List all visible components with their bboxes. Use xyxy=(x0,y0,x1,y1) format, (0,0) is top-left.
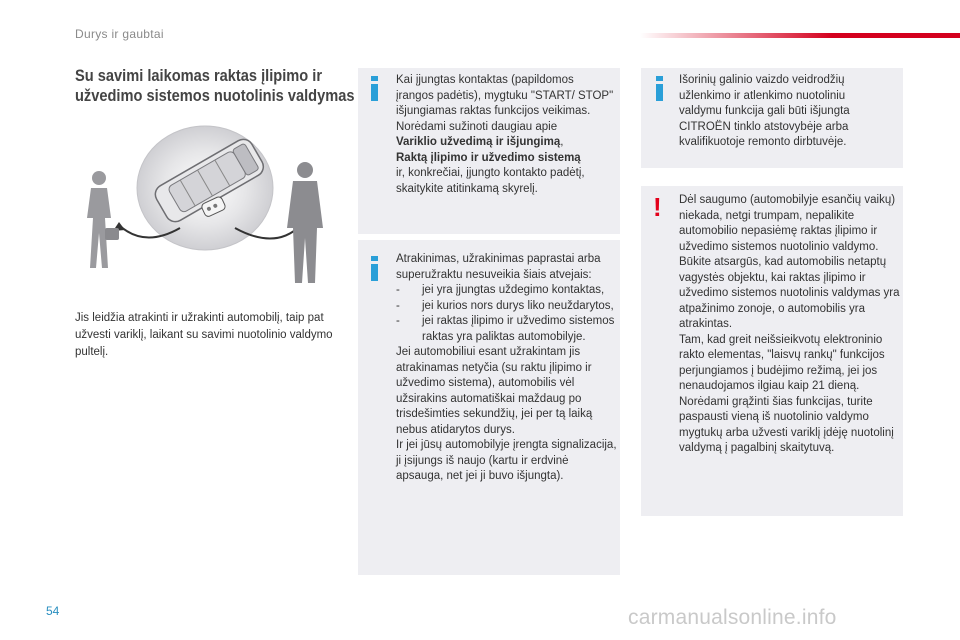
intro-text: Jis leidžia atrakinti ir užrakinti automobilį, taip pat užvesti variklį, laikant su savimi nuotolinio valdymo pultelį. xyxy=(75,312,333,358)
box3-text: Išorinių galinio vaizdo veidrodžių užlenkimo ir atlenkimo nuotoliniu valdymu funkcija gali būti išjungta CITROËN tinklo atstovybėje arba kvalifikuotoje remonto dirbtuvėje. xyxy=(679,74,850,148)
box4-para3: Tam, kad greit neišsieikvotų elektroninio rakto elementas, "laisvų rankų" funkcijos perjungiamos į budėjimo režimą, jei jos nenaudojamos ilgiau kaip 21 dieną. xyxy=(679,333,885,392)
box1-bold1: Variklio užvedimą ir išjungimą xyxy=(396,136,561,148)
warning-icon: ! xyxy=(653,192,662,222)
watermark: carmanualsonline.info xyxy=(628,606,837,629)
man-silhouette xyxy=(287,162,323,283)
keyless-illustration xyxy=(75,118,345,298)
box1-text2: Norėdami sužinoti daugiau apie xyxy=(396,120,558,133)
box2-para2: Ir jei jūsų automobilyje įrengta signalizacija, ji įsijungs iš naujo (kartu ir erdvinė apsauga, net jei ji buvo išjungta). xyxy=(396,439,617,482)
info-icon xyxy=(655,76,665,100)
box4-para1: Dėl saugumo (automobilyje esančių vaikų) niekada, netgi trumpam, nepalikite automobilio nepasiėmę raktas įlipimo ir užvedimo sistemos nuotolinio valdymo. xyxy=(679,194,896,253)
section-title xyxy=(75,66,355,106)
woman-silhouette xyxy=(87,171,119,268)
box4-para4: Norėdami grąžinti šias funkcijas, turite paspausti vieną iš nuotolinio valdymo mygtukų arba užvesti variklį įdėję nuotolinį valdymą į pagalbinį skaitytuvą. xyxy=(679,395,894,454)
list-item: - jei yra įjungtas uždegimo kontaktas, xyxy=(396,284,605,296)
header-accent-bar xyxy=(640,33,960,38)
info-box-locking xyxy=(358,240,620,575)
warning-box-safety xyxy=(641,186,903,516)
box1-text3: ir, konkrečiai, įjungto kontakto padėtį, skaitykite atitinkamą skyrelį. xyxy=(396,167,585,195)
section-title-line1: Su savimi laikomas raktas įlipimo ir xyxy=(75,66,323,85)
box1-bold2: Raktą įlipimo ir užvedimo sistemą xyxy=(396,151,581,164)
box2-intro: Atrakinimas, užrakinimas paprastai arba superužraktu nesuveikia šiais atvejais: xyxy=(396,253,601,281)
box1-text1: Kai įjungtas kontaktas (papildomos įrangos padėtis), mygtuku "START/ STOP" išjungiamas raktas funkcijos veikimas. xyxy=(396,74,614,117)
section-title-line2: užvedimo sistemos nuotolinis valdymas xyxy=(75,86,355,105)
box4-para2: Būkite atsargūs, kad automobilis netaptų vagystės objektu, kai raktas įlipimo ir užvedimo sistemos nuotolinis valdymas yra atpažinimo zonoje, o automobilis yra atrakintas. xyxy=(679,256,900,330)
page-header-title: Durys ir gaubtai xyxy=(75,27,164,41)
info-icon xyxy=(370,76,380,100)
box2-para1: Jei automobiliui esant užrakintam jis atrakinamas netyčia (su raktu įlipimo ir užvedimo sistema), automobilis vėl užsirakins automatiškai maždaug po trisdešimties sekundžių, jei per tą laiką nebus atidarytos durys. xyxy=(396,346,593,436)
list-item: - jei kurios nors durys liko neuždarytos, xyxy=(396,299,614,312)
list-item: - jei raktas įlipimo ir užvedimo sistemos raktas yra paliktas automobilyje. xyxy=(396,315,615,343)
info-box-mirrors xyxy=(641,68,903,168)
page-number: 54 xyxy=(46,604,60,618)
info-box-ignition: Kai įjungtas kontaktas (papildomos įrangos padėtis), mygtuku "START/ STOP" išjungiamas raktas funkcijos veikimas. Norėdami sužinoti daugiau apie Variklio užvedimą ir išjungimą, Raktą įlipimo ir užvedimo sistemą ir, konkrečiai, įjungto kontakto padėtį, skaitykite atitinkamą skyrelį. xyxy=(358,68,620,234)
info-icon xyxy=(370,256,380,280)
